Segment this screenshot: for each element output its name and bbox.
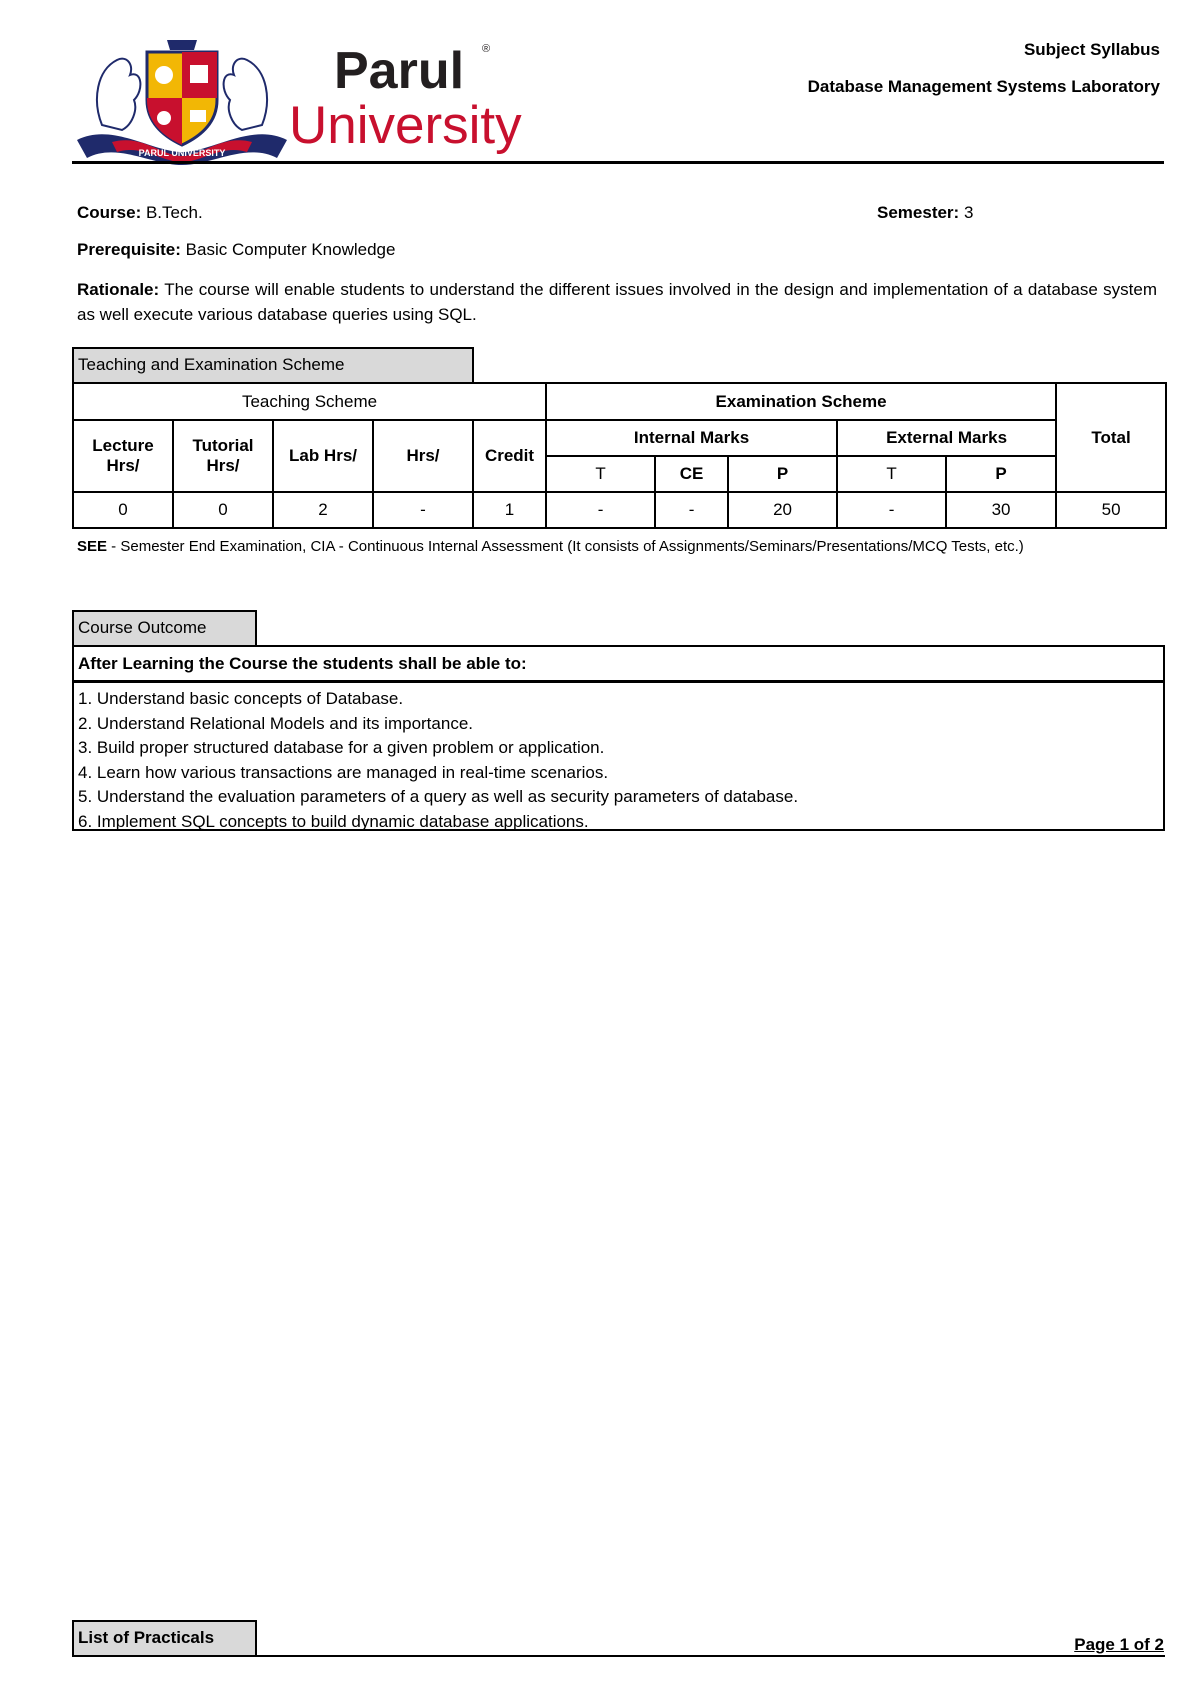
svg-text:University: University: [289, 96, 522, 155]
total-value: 50: [1056, 492, 1166, 528]
credit-header: Credit: [473, 420, 546, 492]
outcome-item: 3. Build proper structured database for a given problem or application.: [78, 738, 605, 757]
scheme-section-title: Teaching and Examination Scheme: [72, 347, 474, 384]
svg-text:PARUL UNIVERSITY: PARUL UNIVERSITY: [138, 148, 226, 158]
course-outcome-title: Course Outcome: [72, 610, 257, 647]
svg-text:®: ®: [482, 43, 491, 55]
external-t-value: -: [837, 492, 946, 528]
external-p-value: 30: [946, 492, 1056, 528]
course-value: B.Tech.: [145, 203, 203, 222]
hrs-value: -: [373, 492, 473, 528]
header-divider: [72, 161, 1164, 164]
page-number: Page 1 of 2: [1074, 1635, 1164, 1654]
internal-t-header: T: [546, 456, 655, 492]
course-label: Course:: [77, 203, 142, 222]
tutorial-value: 0: [173, 492, 273, 528]
rationale-text: The course will enable students to understand the different issues involved in the design and implementation of a database system as well execute various database queries using SQL.: [77, 280, 1157, 324]
parul-university-logo: [72, 30, 562, 165]
hrs-header: Hrs/: [373, 420, 473, 492]
course-line: [77, 203, 203, 223]
total-header: Total: [1056, 383, 1166, 492]
university-emblem-icon: [72, 30, 562, 165]
lab-header: Lab Hrs/: [273, 420, 373, 492]
course-outcome-intro: After Learning the Course the students shall be able to:: [72, 645, 1165, 682]
internal-p-header: P: [728, 456, 837, 492]
internal-p-value: 20: [728, 492, 837, 528]
see-note-bold: SEE: [77, 538, 108, 555]
external-t-header: T: [837, 456, 946, 492]
semester-line: [877, 203, 973, 223]
internal-ce-value: -: [655, 492, 728, 528]
semester-label: Semester:: [877, 203, 960, 222]
semester-value: 3: [963, 203, 974, 222]
rationale-paragraph: [77, 277, 1157, 327]
external-marks-header: External Marks: [837, 420, 1056, 456]
prerequisite-line: [77, 240, 395, 260]
internal-ce-header: CE: [655, 456, 728, 492]
subject-title: Database Management Systems Laboratory: [807, 77, 1160, 96]
rationale-label: Rationale:: [77, 280, 160, 299]
list-of-practicals-title: List of Practicals: [72, 1620, 257, 1657]
prerequisite-value: Basic Computer Knowledge: [185, 240, 396, 259]
lab-value: 2: [273, 492, 373, 528]
outcome-item: 4. Learn how various transactions are managed in real-time scenarios.: [78, 762, 609, 782]
credit-value: 1: [473, 492, 546, 528]
course-outcome-list: [72, 681, 1165, 831]
lecture-header: Lecture Hrs/: [73, 420, 173, 492]
scheme-table: [72, 382, 1167, 529]
footer-divider: [252, 1655, 1165, 1657]
see-note-text: - Semester End Examination, CIA - Continuous Internal Assessment (It consists of Assignments/Seminars/Presentations/MCQ Tests, etc.): [107, 538, 1024, 555]
outcome-item: 1. Understand basic concepts of Database.: [78, 689, 404, 708]
scheme-values-row: [73, 492, 1166, 528]
outcome-item: 5. Understand the evaluation parameters of a query as well as security parameters of database.: [78, 787, 799, 806]
external-p-header: P: [946, 456, 1056, 492]
document-type: Subject Syllabus: [1023, 40, 1160, 59]
lecture-value: 0: [73, 492, 173, 528]
internal-t-value: -: [546, 492, 655, 528]
svg-text:Parul: Parul: [334, 42, 465, 100]
prerequisite-label: Prerequisite:: [77, 240, 181, 259]
tutorial-header: Tutorial Hrs/: [173, 420, 273, 492]
teaching-scheme-header: Teaching Scheme: [73, 383, 546, 420]
outcome-item: 2. Understand Relational Models and its importance.: [78, 713, 473, 733]
internal-marks-header: Internal Marks: [546, 420, 837, 456]
outcome-item: 6. Implement SQL concepts to build dynamic database applications.: [78, 811, 589, 831]
see-cia-note: [77, 538, 1024, 555]
examination-scheme-header: Examination Scheme: [546, 383, 1056, 420]
